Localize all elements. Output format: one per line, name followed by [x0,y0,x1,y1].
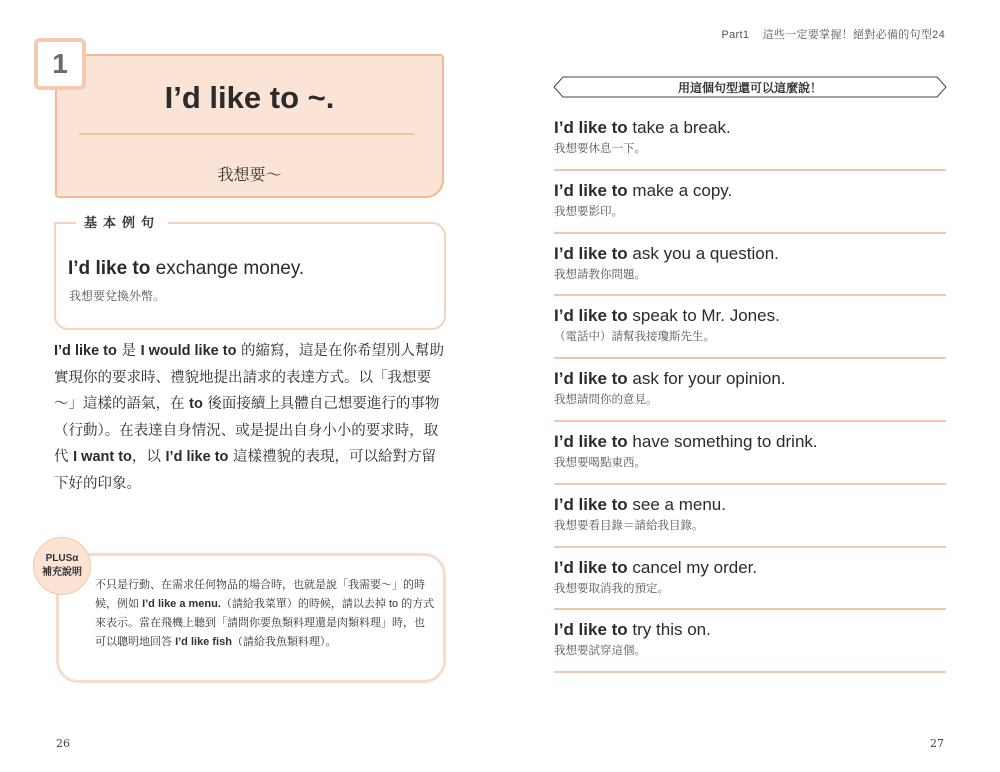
phrase-zh: 我想要休息一下。 [554,143,646,155]
phrase-rest: try this on. [627,620,711,640]
phrase-pattern: I’d like to [554,180,628,200]
basic-example-bold: I’d like to [68,258,151,279]
phrase-rest: have something to drink. [627,431,818,451]
phrase-item [554,548,946,611]
phrase-zh: 我想要看目錄＝請給我目錄。 [554,519,704,532]
alt-expressions-banner [553,76,947,98]
explanation-run: to [189,396,203,412]
explanation-run: I want to [73,449,132,465]
explanation-run: I would like to [140,343,237,359]
part-label: Part1 [721,29,750,41]
explanation-run: 這樣禮貌的表現，可以給對方留下好的印象。 [54,449,436,492]
phrase-en [554,620,711,640]
title-divider [79,133,414,135]
explanation-run: I’d like to [165,449,229,465]
phrase-en [554,558,757,578]
phrase-rest: ask you a question. [627,243,779,263]
phrase-rest: see a menu. [627,494,726,514]
phrase-pattern: I’d like to [554,431,628,451]
explanation-run: I’d like to [54,343,117,359]
running-head [722,26,946,42]
phrase-en [554,432,818,452]
pattern-title: I’d like to ~. [164,80,335,115]
phrase-rest: take a break. [627,118,731,137]
phrase-zh: 我想要喝點東西。 [554,456,646,469]
explanation-run: 是 [116,343,141,359]
plus-note-run: I’d like a menu. [142,598,221,610]
phrase-item [554,234,946,297]
phrase-en [554,495,726,515]
phrase-pattern: I’d like to [554,243,628,263]
phrase-item [554,359,946,422]
phrase-zh: 我想請教你問題。 [554,268,646,281]
plus-note-run: I’d like fish [175,636,232,648]
banner-text: 用這個句型還可以這麼說！ [677,81,822,95]
explanation-run: 的縮寫，這是在你希望別人幫助實現你的要求時、禮貌地提出請求的表達方式。以「我想要～」這樣的語氣，在 [54,343,445,412]
phrase-en [554,181,732,201]
phrase-rest: ask for your opinion. [627,369,786,389]
basic-example-label: 基本例句 [76,212,168,231]
phrase-item [554,108,946,171]
phrase-rest: speak to Mr. Jones. [627,306,780,326]
phrase-rest: make a copy. [627,180,733,200]
explanation-run: ，以 [131,449,166,465]
plus-note-run: （請給我魚類料理）。 [231,636,337,648]
phrase-list [554,108,946,673]
phrase-item [554,422,946,485]
plus-note-run: 不只是行動、在需求任何物品的場合時，也就是說「我需要～」的時候，例如 [95,579,425,610]
phrase-pattern: I’d like to [554,494,628,514]
page-number-left: 26 [56,737,70,750]
phrase-item [554,171,946,234]
phrase-item [554,485,946,548]
plus-badge-label: PLUSα [45,553,79,564]
phrase-pattern: I’d like to [554,557,628,577]
phrase-en [554,118,731,138]
plus-note-text [95,576,435,652]
phrase-zh: 我想要取消我的預定。 [554,582,669,595]
plus-badge-sublabel: 補充說明 [42,567,82,578]
phrase-zh: （電話中）請幫我接瓊斯先生。 [554,331,715,344]
phrase-rest: cancel my order. [627,557,758,577]
explanation-paragraph [54,338,448,497]
phrase-pattern: I’d like to [554,118,628,137]
phrase-en [554,244,779,264]
phrase-en [554,369,786,389]
phrase-pattern: I’d like to [554,306,628,326]
pattern-title-zh: 我想要～ [217,167,282,184]
plus-note-run: （請給我菜單）的時候，請以去掉 to 的方式來表示。當在飛機上聽到「請問你要魚類料理還是肉類料理」時，也可以聰明地回答 [95,598,435,648]
phrase-pattern: I’d like to [554,369,628,389]
phrase-en [554,306,780,326]
phrase-pattern: I’d like to [554,620,628,640]
basic-example-rest: exchange money. [150,258,305,279]
explanation-run: 後面接續上具體自己想要進行的事物（行動）。在表達自身情況、或是提出自身小小的要求時，取代 [54,396,440,465]
title-box [55,54,444,198]
basic-example-zh: 我想要兌換外幣。 [69,289,166,303]
page-number-right: 27 [930,737,944,750]
basic-example-en [68,258,304,280]
phrase-item [554,296,946,359]
phrase-zh: 我想要試穿這個。 [554,645,646,658]
phrase-item [554,610,946,673]
phrase-zh: 我想要影印。 [554,205,623,218]
plus-badge [33,537,91,595]
phrase-zh: 我想請問你的意見。 [554,394,658,407]
section-title: 這些一定要掌握！絕對必備的句型24 [762,29,945,41]
pattern-number-badge: 1 [34,38,86,90]
